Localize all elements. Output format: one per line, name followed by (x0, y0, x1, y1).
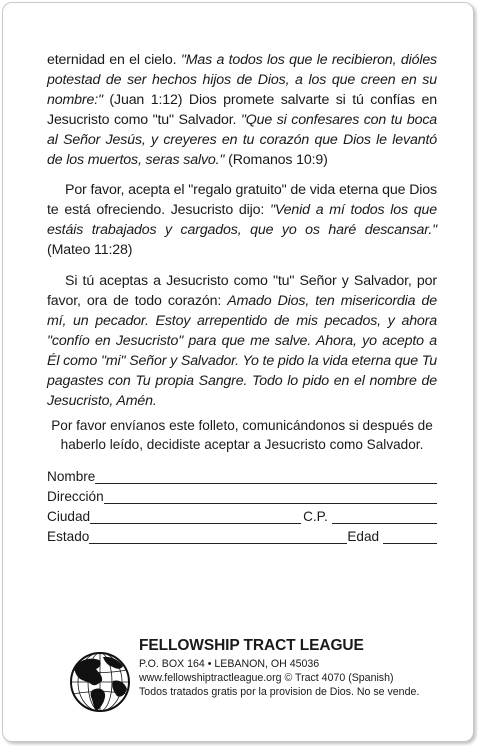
age-field[interactable] (383, 529, 437, 544)
scripture-quote: "Venid a mí todos los que estáis trabajados y cargados, que yo os haré descansar." (47, 202, 437, 238)
address-row (47, 484, 437, 504)
age-label: Edad (347, 529, 380, 544)
name-label: Nombre (47, 469, 96, 484)
address-field[interactable] (104, 489, 437, 504)
org-website: www.fellowshiptractleague.org © Tract 4070 (Spanish) (139, 672, 394, 684)
body-text: eternidad en el cielo. (47, 52, 181, 68)
body-text: Por favor, acepta el "regalo gratuito" de vida eterna que Dios te está ofreciendo. Jesucristo dijo: (47, 182, 437, 218)
state-field[interactable] (89, 529, 347, 544)
prayer-text: Amado Dios, ten misericordia de mí, un pecador. Estoy arrepentido de mis pecados, y ahora "confío en Jesucristo" para que me salve. Ahora, yo acepto a Él como "mi" Señor y Salvador. Yo te pido la vida eterna que Tu pagastes con Tu propia Sangre. Todo lo pido en el nombre de Jesucristo, Amén. (47, 293, 437, 409)
body-text: (Romanos 10:9) (224, 152, 328, 168)
city-label: Ciudad (47, 509, 91, 524)
globe-icon (69, 651, 131, 713)
org-note: Todos tratados gratis por la provision de Dios. No se vende. (139, 686, 420, 698)
zip-field[interactable] (332, 509, 437, 524)
tract-page (2, 2, 474, 742)
city-row (47, 504, 437, 524)
paragraph-3 (47, 271, 437, 411)
state-label: Estado (47, 529, 90, 544)
tract-body (47, 50, 437, 411)
request-line: haberlo leído, decidiste aceptar a Jesucristo como Salvador. (60, 437, 424, 452)
body-text: Si tú aceptas a Jesucristo como "tu" Señor y Salvador, por favor, ora de todo corazón: (47, 273, 437, 309)
address-label: Dirección (47, 489, 104, 504)
name-field[interactable] (95, 469, 437, 484)
scripture-quote: "Mas a todos los que le recibieron, dióles potestad de ser hechos hijos de Dios, a los que creen en su nombre:" (47, 52, 438, 108)
paragraph-2 (47, 180, 437, 260)
paragraph-1 (47, 50, 437, 170)
city-field[interactable] (90, 509, 301, 524)
state-row (47, 524, 437, 544)
name-row (47, 464, 437, 484)
publisher-footer (69, 635, 449, 725)
zip-label: C.P. (303, 509, 328, 524)
scripture-quote: "Que si confesares con tu boca al Señor Jesús, y creyeres en tu corazón que Dios le levantó de los muertos, seras salvo." (47, 112, 438, 168)
body-text: (Mateo 11:28) (47, 242, 133, 258)
response-form (47, 464, 437, 544)
response-request (47, 416, 437, 454)
request-line: Por favor envíanos este folleto, comunicándonos si después de (51, 418, 433, 433)
org-name: FELLOWSHIP TRACT LEAGUE (139, 637, 364, 654)
org-address: P.O. BOX 164 • LEBANON, OH 45036 (139, 658, 320, 670)
body-text: (Juan 1:12) Dios promete salvarte si tú confías en Jesucristo como "tu" Salvador. (47, 92, 437, 128)
